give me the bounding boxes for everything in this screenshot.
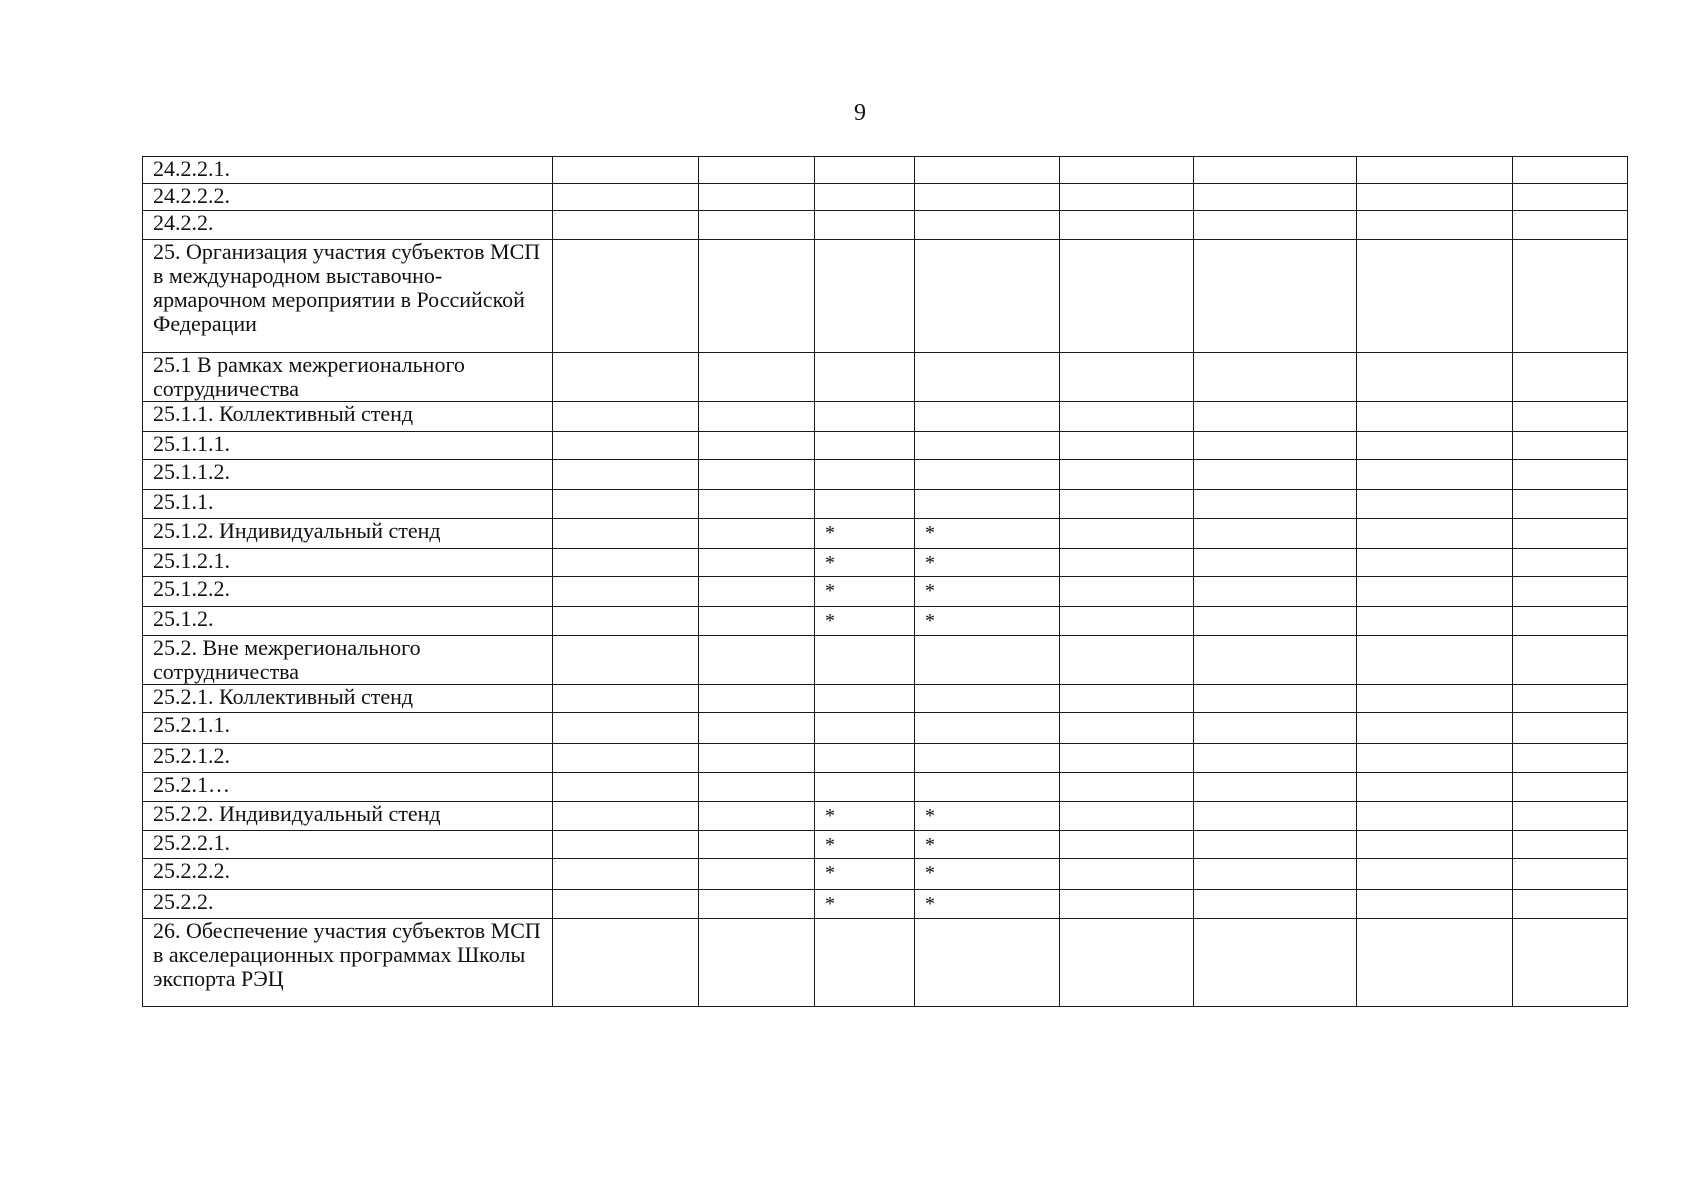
table-cell <box>1513 802 1628 831</box>
table-cell <box>815 490 915 519</box>
table-row <box>143 607 1628 636</box>
table-cell <box>815 636 915 685</box>
table-row <box>143 549 1628 577</box>
row-label: 25.2. Вне межрегионального сотрудничества <box>143 636 553 685</box>
table-cell <box>553 890 699 919</box>
table-cell <box>553 460 699 490</box>
table-cell <box>699 519 815 549</box>
table-cell <box>553 432 699 460</box>
table-row <box>143 713 1628 744</box>
table-cell: * <box>915 607 1060 636</box>
row-label: 25.2.2. Индивидуальный стенд <box>143 802 553 831</box>
table-cell <box>1357 685 1513 713</box>
table-cell <box>553 490 699 519</box>
row-label: 24.2.2.2. <box>143 184 553 211</box>
table-cell: * <box>915 890 1060 919</box>
table-cell <box>1357 353 1513 402</box>
table-cell <box>1060 240 1194 353</box>
table-cell <box>1194 713 1357 744</box>
table-cell <box>1194 802 1357 831</box>
table-row <box>143 802 1628 831</box>
table-cell <box>699 744 815 773</box>
table-cell <box>699 402 815 432</box>
table-cell <box>1194 831 1357 859</box>
table-cell <box>915 919 1060 1007</box>
row-label: 26. Обеспечение участия субъектов МСП в акселерационных программах Школы экспорта РЭЦ <box>143 919 553 1007</box>
table-cell <box>915 211 1060 240</box>
table-cell <box>699 432 815 460</box>
table-cell <box>1357 240 1513 353</box>
table-cell <box>1513 240 1628 353</box>
table-cell <box>699 919 815 1007</box>
table-row <box>143 831 1628 859</box>
table-cell <box>1357 402 1513 432</box>
table-cell <box>915 773 1060 802</box>
row-label: 25.1.1. Коллективный стенд <box>143 402 553 432</box>
table-cell <box>553 636 699 685</box>
table-cell <box>1060 353 1194 402</box>
table-cell: * <box>815 802 915 831</box>
table-cell <box>553 802 699 831</box>
table-cell <box>815 211 915 240</box>
table-cell: * <box>815 519 915 549</box>
table-cell <box>915 184 1060 211</box>
table-cell <box>1513 685 1628 713</box>
table-cell <box>1513 636 1628 685</box>
table-row <box>143 919 1628 1007</box>
table-row <box>143 353 1628 402</box>
table-cell <box>1060 859 1194 890</box>
table-cell <box>1060 890 1194 919</box>
table-cell <box>1060 519 1194 549</box>
table-cell <box>815 402 915 432</box>
table-cell <box>1513 549 1628 577</box>
table-row <box>143 157 1628 184</box>
table-cell <box>553 831 699 859</box>
table-cell <box>1194 636 1357 685</box>
table-cell <box>699 713 815 744</box>
table-cell <box>815 460 915 490</box>
table-cell <box>815 773 915 802</box>
table-cell <box>815 713 915 744</box>
table-cell <box>699 831 815 859</box>
table-cell <box>699 607 815 636</box>
table-cell <box>1357 802 1513 831</box>
table-cell <box>1357 919 1513 1007</box>
table-cell <box>1513 184 1628 211</box>
table-row <box>143 490 1628 519</box>
table-cell <box>1357 577 1513 607</box>
table-cell <box>1060 157 1194 184</box>
table-cell <box>1194 240 1357 353</box>
table-cell <box>1194 402 1357 432</box>
table-cell <box>699 549 815 577</box>
table-cell: * <box>815 549 915 577</box>
table-cell <box>699 859 815 890</box>
table-cell <box>1194 773 1357 802</box>
table-cell <box>1194 890 1357 919</box>
table-cell <box>915 744 1060 773</box>
table-cell <box>1357 184 1513 211</box>
row-label: 25.1 В рамках межрегионального сотрудничества <box>143 353 553 402</box>
table-row <box>143 432 1628 460</box>
table-cell <box>1194 432 1357 460</box>
table-cell <box>1194 211 1357 240</box>
row-label: 25.1.1.1. <box>143 432 553 460</box>
table-cell <box>1357 157 1513 184</box>
table-cell <box>1194 519 1357 549</box>
table-row <box>143 211 1628 240</box>
table-cell <box>815 184 915 211</box>
table-cell: * <box>915 802 1060 831</box>
table-cell <box>815 919 915 1007</box>
row-label: 25.2.2. <box>143 890 553 919</box>
table-row <box>143 184 1628 211</box>
table-cell <box>1513 773 1628 802</box>
table-cell: * <box>815 890 915 919</box>
table-cell <box>1060 490 1194 519</box>
table-cell <box>1194 549 1357 577</box>
row-label: 25. Организация участия субъектов МСП в международном выставочно-ярмарочном мероприятии в Российской Федерации <box>143 240 553 353</box>
row-label: 25.2.1.2. <box>143 744 553 773</box>
table-cell <box>915 713 1060 744</box>
report-table <box>142 156 1628 1007</box>
table-cell <box>1513 744 1628 773</box>
table-cell <box>699 353 815 402</box>
table-cell <box>815 432 915 460</box>
table-cell <box>553 184 699 211</box>
table-row <box>143 890 1628 919</box>
table-cell <box>1513 890 1628 919</box>
table-cell <box>699 802 815 831</box>
table-cell <box>1357 831 1513 859</box>
table-cell <box>1513 211 1628 240</box>
table-row <box>143 636 1628 685</box>
table-cell <box>1513 577 1628 607</box>
table-cell <box>815 744 915 773</box>
table-cell <box>1513 607 1628 636</box>
table-cell <box>1194 353 1357 402</box>
table-cell: * <box>915 859 1060 890</box>
table-cell <box>915 432 1060 460</box>
table-cell <box>1513 460 1628 490</box>
table-cell <box>915 460 1060 490</box>
table-cell <box>1357 713 1513 744</box>
table-cell <box>1060 402 1194 432</box>
table-cell <box>553 744 699 773</box>
table-cell <box>553 353 699 402</box>
table-cell <box>1060 831 1194 859</box>
table-cell <box>1060 549 1194 577</box>
table-cell: * <box>915 549 1060 577</box>
row-label: 25.1.1. <box>143 490 553 519</box>
table-cell <box>1060 919 1194 1007</box>
table-cell <box>699 211 815 240</box>
table-cell: * <box>815 831 915 859</box>
table-cell <box>553 240 699 353</box>
table-cell <box>553 402 699 432</box>
table-cell <box>1194 607 1357 636</box>
row-label: 25.1.2.1. <box>143 549 553 577</box>
table-cell <box>553 157 699 184</box>
table-cell <box>553 919 699 1007</box>
table-cell <box>1513 919 1628 1007</box>
row-label: 24.2.2. <box>143 211 553 240</box>
table-row <box>143 519 1628 549</box>
table-cell <box>1357 460 1513 490</box>
table-cell <box>1060 744 1194 773</box>
table-cell <box>815 353 915 402</box>
table-cell <box>1194 685 1357 713</box>
table-row <box>143 402 1628 432</box>
table-cell <box>1060 773 1194 802</box>
table-cell <box>1357 490 1513 519</box>
table-cell <box>915 157 1060 184</box>
table-cell <box>1357 636 1513 685</box>
table-cell <box>699 685 815 713</box>
page-number: 9 <box>854 100 866 126</box>
table-cell <box>553 859 699 890</box>
table-cell <box>915 402 1060 432</box>
table-cell <box>1060 577 1194 607</box>
table-row <box>143 240 1628 353</box>
table-cell <box>1357 519 1513 549</box>
table-cell <box>1060 802 1194 831</box>
table-cell <box>553 211 699 240</box>
row-label: 25.2.2.1. <box>143 831 553 859</box>
table-cell <box>1060 460 1194 490</box>
table-cell <box>699 773 815 802</box>
table-cell: * <box>815 607 915 636</box>
table-cell <box>699 636 815 685</box>
table-cell <box>915 685 1060 713</box>
table-cell <box>1194 184 1357 211</box>
table-cell <box>699 890 815 919</box>
table-cell <box>815 240 915 353</box>
table-cell <box>553 549 699 577</box>
row-label: 25.1.1.2. <box>143 460 553 490</box>
table-cell <box>1194 490 1357 519</box>
table-cell <box>1357 859 1513 890</box>
table-cell <box>1513 713 1628 744</box>
table-cell <box>1060 184 1194 211</box>
row-label: 25.1.2.2. <box>143 577 553 607</box>
table-cell <box>915 353 1060 402</box>
row-label: 25.2.1. Коллективный стенд <box>143 685 553 713</box>
row-label: 25.2.1… <box>143 773 553 802</box>
table-cell <box>1194 577 1357 607</box>
table-cell <box>699 460 815 490</box>
table-cell <box>1513 519 1628 549</box>
table-cell: * <box>915 519 1060 549</box>
table-cell <box>699 184 815 211</box>
table-row <box>143 773 1628 802</box>
table-cell <box>915 636 1060 685</box>
table-cell <box>1513 831 1628 859</box>
table-cell <box>1357 773 1513 802</box>
table-cell: * <box>815 859 915 890</box>
table-cell <box>1060 636 1194 685</box>
table-cell <box>699 490 815 519</box>
row-label: 25.2.2.2. <box>143 859 553 890</box>
row-label: 24.2.2.1. <box>143 157 553 184</box>
table-cell <box>1060 432 1194 460</box>
table-cell <box>1513 157 1628 184</box>
table-cell <box>1194 460 1357 490</box>
table-cell <box>1357 607 1513 636</box>
table-cell <box>553 577 699 607</box>
row-label: 25.2.1.1. <box>143 713 553 744</box>
table-cell <box>1513 859 1628 890</box>
table-row <box>143 685 1628 713</box>
table-cell <box>1513 490 1628 519</box>
table-cell <box>815 157 915 184</box>
table-cell <box>1357 744 1513 773</box>
table-cell <box>915 240 1060 353</box>
table-body <box>143 157 1628 1007</box>
table-cell <box>699 240 815 353</box>
table-cell: * <box>815 577 915 607</box>
table-cell <box>815 685 915 713</box>
table-cell <box>553 519 699 549</box>
table-cell <box>553 607 699 636</box>
table-row <box>143 577 1628 607</box>
table-cell <box>1194 744 1357 773</box>
table-row <box>143 859 1628 890</box>
table-cell: * <box>915 831 1060 859</box>
table-cell: * <box>915 577 1060 607</box>
table-cell <box>1194 859 1357 890</box>
table-cell <box>1357 432 1513 460</box>
table-cell <box>1513 353 1628 402</box>
row-label: 25.1.2. <box>143 607 553 636</box>
table-cell <box>1060 607 1194 636</box>
table-cell <box>1060 685 1194 713</box>
table-cell <box>553 773 699 802</box>
table-cell <box>1060 713 1194 744</box>
table-cell <box>553 713 699 744</box>
table-row <box>143 460 1628 490</box>
table-cell <box>915 490 1060 519</box>
table-cell <box>1060 211 1194 240</box>
row-label: 25.1.2. Индивидуальный стенд <box>143 519 553 549</box>
table-row <box>143 744 1628 773</box>
table-cell <box>1357 549 1513 577</box>
table-cell <box>699 577 815 607</box>
table-cell <box>1513 402 1628 432</box>
table-cell <box>1513 432 1628 460</box>
table-cell <box>699 157 815 184</box>
table-cell <box>1357 890 1513 919</box>
table-cell <box>1357 211 1513 240</box>
table-cell <box>1194 157 1357 184</box>
table-cell <box>553 685 699 713</box>
table-cell <box>1194 919 1357 1007</box>
